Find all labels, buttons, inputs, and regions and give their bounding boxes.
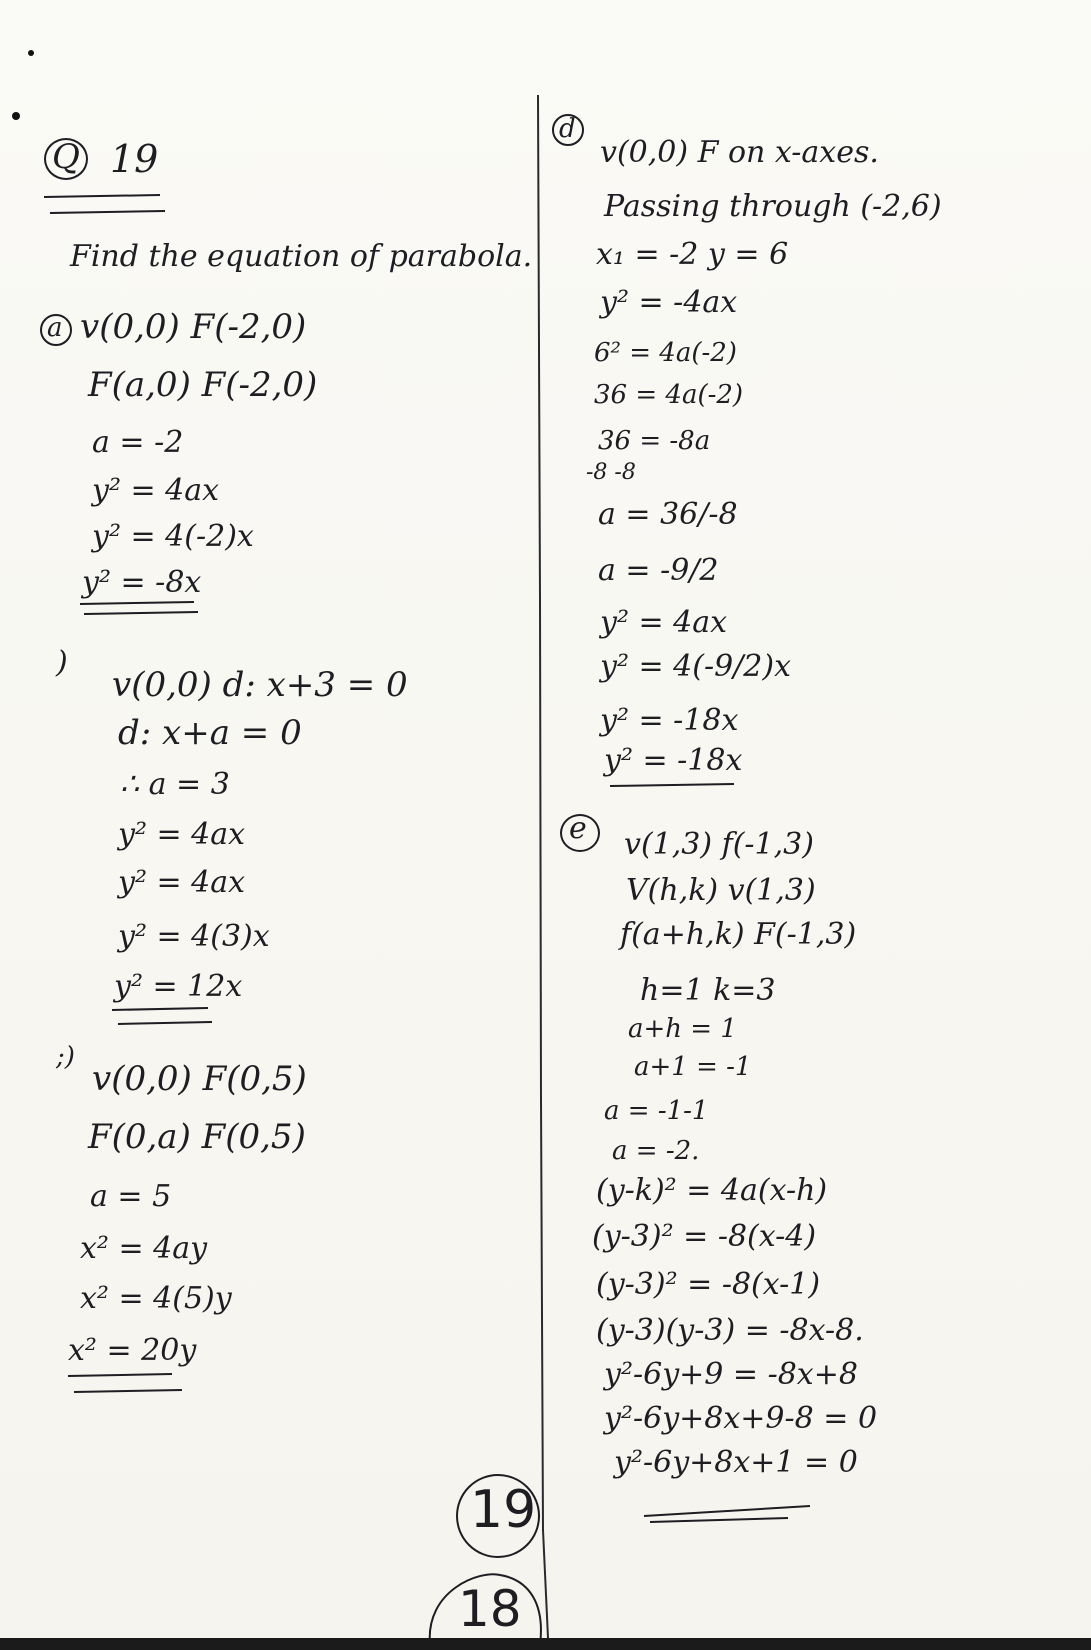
part-e-underline bbox=[640, 1498, 830, 1528]
part-e-answer: y²-6y+8x+1 = 0 bbox=[614, 1445, 858, 1480]
part-d-label: d bbox=[559, 114, 576, 144]
part-d-line: -8 -8 bbox=[586, 460, 636, 485]
part-e-line: (y-3)(y-3) = -8x-8. bbox=[596, 1313, 864, 1348]
part-d-line: x₁ = -2 y = 6 bbox=[596, 237, 789, 272]
part-e-line: (y-k)² = 4a(x-h) bbox=[596, 1173, 828, 1208]
part-b-line: d: x+a = 0 bbox=[118, 713, 302, 753]
instruction-text: Find the equation of parabola. bbox=[70, 239, 533, 274]
scan-edge-bar bbox=[0, 1638, 1091, 1650]
part-d-line: y² = 4ax bbox=[600, 605, 728, 640]
part-d-line: 6² = 4a(-2) bbox=[594, 338, 737, 368]
part-b-answer: y² = 12x bbox=[114, 969, 243, 1004]
part-d-line: y² = 4(-9/2)x bbox=[600, 649, 792, 684]
part-d-given: v(0,0) F on x-axes. bbox=[600, 135, 879, 170]
part-b-underline bbox=[110, 1002, 220, 1036]
part-a-line: y² = 4(-2)x bbox=[92, 519, 254, 554]
part-d-line: 36 = -8a bbox=[598, 426, 711, 456]
part-b-label: ) bbox=[56, 645, 68, 680]
part-c-line: x² = 4(5)y bbox=[80, 1281, 232, 1316]
part-b-line: y² = 4ax bbox=[118, 817, 246, 852]
part-e-line: y²-6y+8x+9-8 = 0 bbox=[604, 1401, 878, 1436]
part-d-line: y² = -18x bbox=[600, 703, 739, 738]
part-b-line: ∴ a = 3 bbox=[120, 767, 230, 802]
part-e-line: a = -2. bbox=[612, 1136, 700, 1166]
part-b-line: y² = 4(3)x bbox=[118, 919, 270, 954]
part-c-underline bbox=[64, 1366, 194, 1406]
part-d-underline bbox=[606, 778, 746, 798]
part-d-answer: y² = -18x bbox=[604, 743, 743, 778]
page-number-bottom: 18 bbox=[458, 1580, 522, 1638]
part-c-line: F(0,a) F(0,5) bbox=[88, 1117, 306, 1157]
part-c-given: v(0,0) F(0,5) bbox=[92, 1059, 307, 1099]
part-e-line: (y-3)² = -8(x-4) bbox=[592, 1219, 817, 1254]
header-underline bbox=[40, 185, 170, 225]
part-d-line: Passing through (-2,6) bbox=[604, 189, 942, 224]
part-d-line: y² = -4ax bbox=[600, 285, 738, 320]
part-e-line: V(h,k) v(1,3) bbox=[626, 873, 816, 908]
part-e-given: v(1,3) f(-1,3) bbox=[624, 827, 814, 862]
page-number-top: 19 bbox=[470, 1480, 537, 1540]
part-e-line: y²-6y+9 = -8x+8 bbox=[604, 1357, 858, 1392]
part-b-given: v(0,0) d: x+3 = 0 bbox=[112, 665, 408, 705]
part-a-line: a = -2 bbox=[92, 425, 184, 460]
part-e-line: a+1 = -1 bbox=[634, 1052, 752, 1082]
part-a-line: F(a,0) F(-2,0) bbox=[88, 365, 318, 405]
question-mark-letter: Q bbox=[52, 137, 80, 177]
part-c-answer: x² = 20y bbox=[68, 1333, 197, 1368]
part-c-line: a = 5 bbox=[90, 1179, 172, 1214]
part-e-line: h=1 k=3 bbox=[640, 973, 776, 1008]
part-b-line: y² = 4ax bbox=[118, 865, 246, 900]
part-e-line: f(a+h,k) F(-1,3) bbox=[620, 917, 857, 952]
part-c-line: x² = 4ay bbox=[80, 1231, 208, 1266]
part-c-label: ;) bbox=[56, 1042, 75, 1072]
part-a-label: a bbox=[47, 313, 63, 343]
part-a-line: y² = 4ax bbox=[92, 473, 220, 508]
part-e-line: (y-3)² = -8(x-1) bbox=[596, 1267, 821, 1302]
part-a-answer: y² = -8x bbox=[82, 565, 202, 600]
part-e-line: a = -1-1 bbox=[604, 1096, 709, 1126]
part-d-line: a = -9/2 bbox=[598, 553, 719, 588]
part-d-line: 36 = 4a(-2) bbox=[594, 380, 744, 410]
part-a-given: v(0,0) F(-2,0) bbox=[80, 307, 307, 347]
part-e-label: e bbox=[569, 811, 587, 846]
question-number: 19 bbox=[110, 137, 159, 181]
part-e-line: a+h = 1 bbox=[628, 1014, 737, 1044]
part-a-underline bbox=[76, 598, 206, 628]
part-d-line: a = 36/-8 bbox=[598, 497, 738, 532]
